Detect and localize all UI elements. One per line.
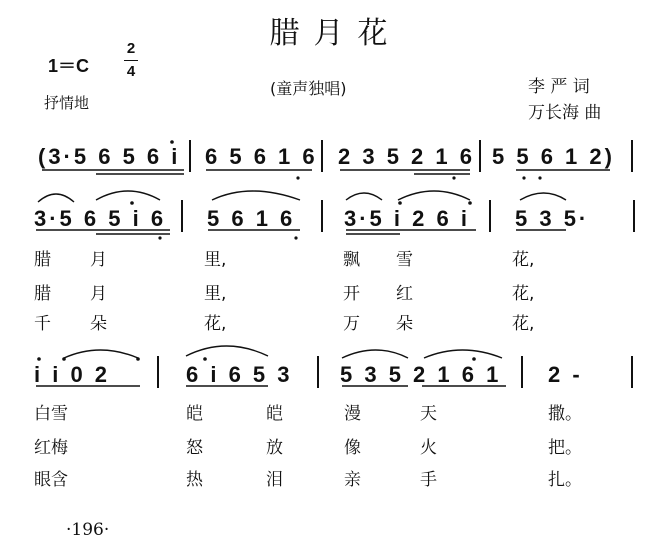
lyric-syllable: 皑 — [186, 404, 203, 424]
slurs — [38, 191, 566, 358]
intro-measure-2: 6 5 6 1 6 — [205, 144, 318, 169]
verse2-measure-1: i i 0 2 — [34, 362, 111, 387]
lyric-syllable: 万 — [343, 314, 360, 334]
intro-measure-4: 5 5 6 1 2) — [492, 144, 615, 169]
lyric-syllable: 开 — [343, 284, 360, 304]
lyric-syllable: 手 — [420, 470, 437, 490]
intro-measure-3: 2 3 5 2 1 6 — [338, 144, 475, 169]
lyric-syllable: 怒 — [186, 438, 203, 458]
page-number: ·196· — [66, 520, 110, 540]
lyric-syllable: 亲 — [344, 470, 361, 490]
verse1-measure-1: 3·5 6 5 i 6 — [34, 206, 167, 231]
verse2-measure-4: 2 - — [548, 362, 583, 387]
lyric-syllable: 千 — [34, 314, 51, 334]
lyric-syllable: 花, — [512, 314, 535, 334]
lyric-syllable: 热 — [186, 470, 203, 490]
lyric-syllable: 朵 — [90, 314, 107, 334]
lyric-syllable: 眼含 — [34, 470, 68, 490]
lyric-syllable: 雪 — [396, 250, 413, 270]
verse2-measure-3: 5 3 5 2 1 6 1 — [340, 362, 502, 387]
lyric-syllable: 花, — [512, 250, 535, 270]
time-signature-denominator: 4 — [124, 60, 138, 83]
lyric-syllable: 泪 — [266, 470, 283, 490]
key-signature: 1＝C — [48, 56, 90, 76]
time-signature-numerator: 2 — [126, 40, 136, 57]
lyric-syllable: 像 — [344, 438, 361, 458]
lyric-syllable: 撒。 — [548, 404, 582, 424]
lyricist-credit: 李 严 词 — [528, 77, 590, 97]
lyric-syllable: 把。 — [548, 438, 582, 458]
lyric-syllable: 放 — [266, 438, 283, 458]
lyric-syllable: 朵 — [396, 314, 413, 334]
lyric-syllable: 花, — [204, 314, 227, 334]
song-title: 腊月花 — [269, 16, 402, 51]
lyric-syllable: 白雪 — [34, 404, 68, 424]
composer-credit: 万长海 曲 — [528, 103, 602, 123]
lyric-syllable: 腊 — [34, 250, 51, 270]
lyric-syllable: 漫 — [344, 404, 361, 424]
lyric-syllable: 扎。 — [548, 470, 582, 490]
intro-measure-1: (3·5 6 5 6 i — [38, 144, 181, 169]
verse1-measure-3: 3·5 i 2 6 i — [344, 206, 470, 231]
performance-note: (童声独唱) — [270, 79, 347, 98]
lyric-syllable: 红 — [396, 284, 413, 304]
lyric-syllable: 里, — [204, 250, 227, 270]
lyric-syllable: 皑 — [266, 404, 283, 424]
tempo-marking: 抒情地 — [44, 94, 90, 112]
lyric-syllable: 里, — [204, 284, 227, 304]
lyric-syllable: 月 — [90, 284, 107, 304]
verse1-measure-4: 5 3 5· — [515, 206, 590, 231]
verse1-measure-2: 5 6 1 6 — [207, 206, 296, 231]
lyric-syllable: 飘 — [343, 250, 360, 270]
barlines — [158, 140, 634, 388]
verse2-measure-2: 6 i 6 5 3 — [186, 362, 293, 387]
lyric-syllable: 花, — [512, 284, 535, 304]
lyric-syllable: 天 — [420, 404, 437, 424]
lyric-syllable: 腊 — [34, 284, 51, 304]
lyric-syllable: 红梅 — [34, 438, 68, 458]
lyric-syllable: 火 — [420, 438, 437, 458]
lyric-syllable: 月 — [90, 250, 107, 270]
